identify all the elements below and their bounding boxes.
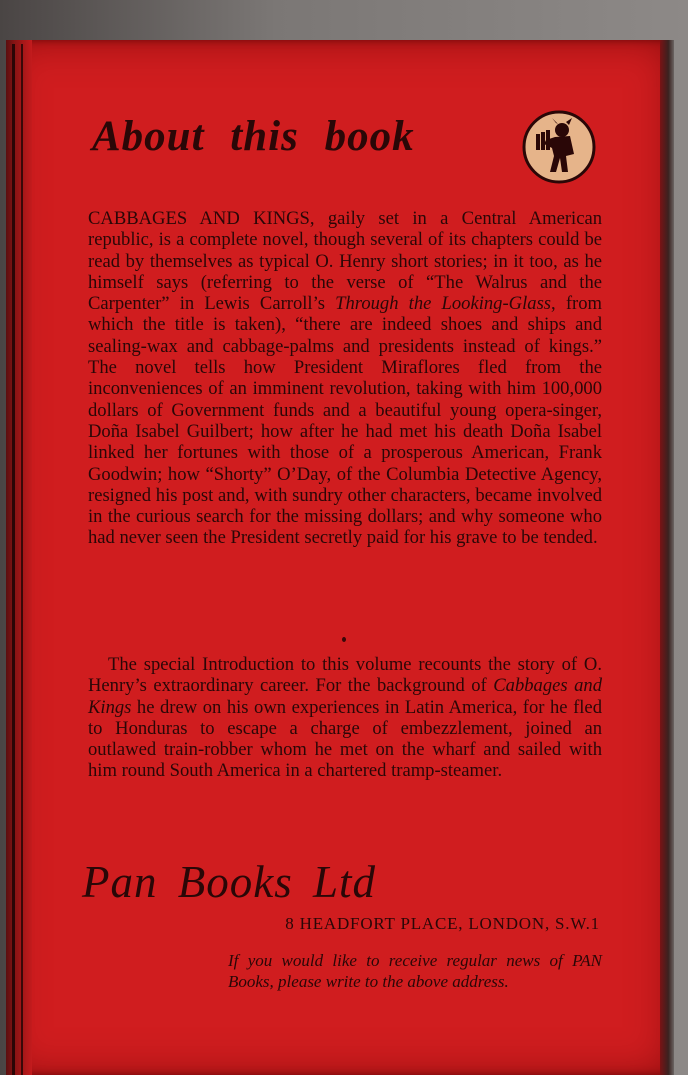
italic-title-run: Through the Looking-Glass [335,293,552,315]
spine-rule [12,44,15,1075]
cover-right-edge [660,40,674,1075]
publisher-note: If you would like to receive regular news of PAN Books, please write to the above address. [228,951,602,991]
publisher-address: 8 HEADFORT PLACE, LONDON, S.W.1 [285,914,600,933]
pan-piper-icon [522,110,596,184]
text-run: The special Introduction to this volume recounts the story of O. Henry’s extraordinary career. For the background of [88,654,602,697]
publisher-name: Pan Books Ltd [82,857,376,907]
text-run: CABBAGES AND KINGS, gaily set in a Central American republic, is a complete novel, though several of its chapters could be read by themselves as typical O. Henry short stories; in it too, as he himself says (referring to the verse of “The Walrus and the Carpenter” in Lewis Carroll’s [88,208,602,315]
text-run: he drew on his own experiences in Latin America, for he fled to Honduras to escape a charge of embezzlement, joined an outlawed train-robber whom he met on the wharf and sailed with him round South America in a chartered tramp-steamer. [88,696,602,782]
spine-rule [21,44,23,1075]
book-spine-edge [6,40,32,1075]
description-paragraph [88,208,602,549]
cover-heading: About this book [92,113,415,160]
text-run: , from which the title is taken), “there are indeed shoes and ships and sealing-wax and cabbage-palms and presidents instead of kings.” The novel tells how President Miraflores fled from the inconveniences of an imminent revolution, taking with him 100,000 dollars of Government funds and a beautiful young opera-singer, Doña Isabel Guilbert; how after he had met his death Doña Isabel linked her fortunes with those of a prosperous American, Frank Goodwin; how “Shorty” O’Day, of the Columbia Detective Agency, resigned his post and, with sundry other characters, became involved in the curious search for the missing dollars; and why someone who had never seen the President secretly paid for his grave to be tended. [88,293,602,549]
print-speck [342,637,346,642]
italic-title-run: Cabbages and Kings [88,675,602,718]
introduction-paragraph [88,654,602,782]
